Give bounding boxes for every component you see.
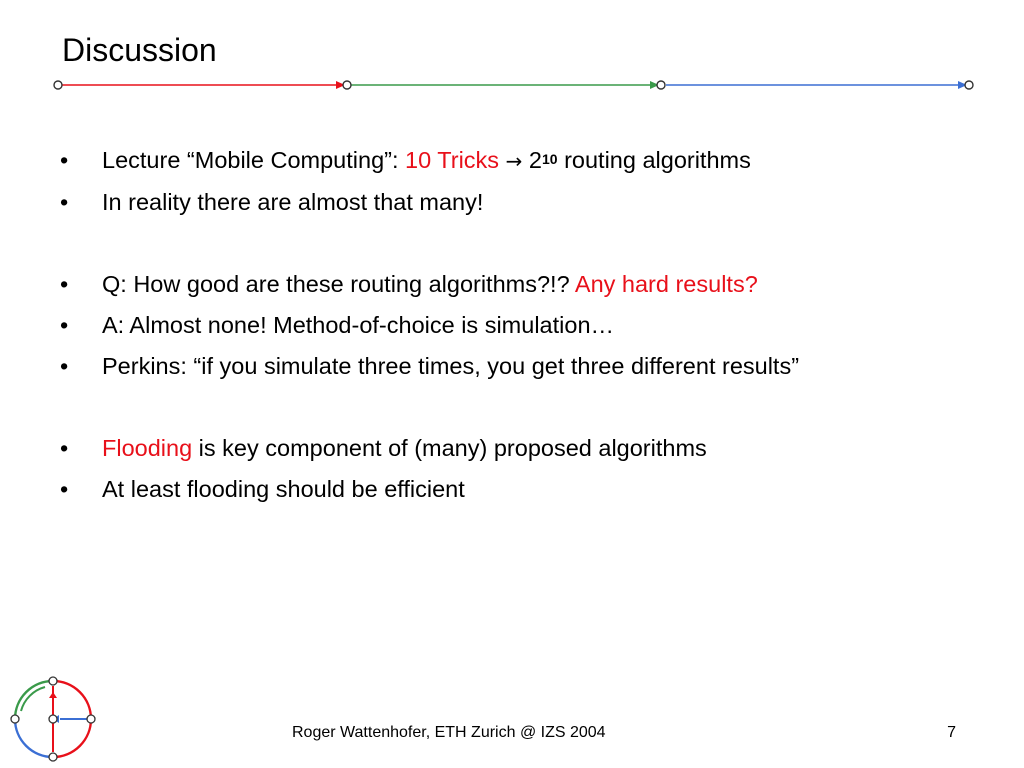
bullet-group-1 <box>60 140 1000 223</box>
bullet-text: is key component of (many) proposed algorithms <box>192 435 707 461</box>
bullet-text: In reality there are almost that many! <box>102 189 484 215</box>
bullet-flooding <box>60 428 1000 469</box>
page-title: Discussion <box>62 32 217 68</box>
bullet-perkins <box>60 346 1000 387</box>
bullet-group-2 <box>60 264 1000 387</box>
bullet-dot: • <box>60 312 69 338</box>
bullet-text: At least flooding should be efficient <box>102 476 465 502</box>
bullet-text: A: Almost none! Method-of-choice is simulation… <box>102 312 615 338</box>
network-logo-icon <box>10 676 100 766</box>
bullet-dot: • <box>60 476 69 502</box>
bullet-group-3 <box>60 428 1000 510</box>
right-arrow-icon: → <box>505 149 523 173</box>
bullet-dot: • <box>60 271 69 297</box>
bullet-dot: • <box>60 147 69 173</box>
bullet-text: Lecture “Mobile Computing”: <box>102 147 406 173</box>
title-rule <box>0 72 1024 100</box>
bullet-text: Perkins: “if you simulate three times, you get three different results” <box>102 353 800 379</box>
footer-credit: Roger Wattenhofer, ETH Zurich @ IZS 2004 <box>292 724 606 741</box>
bullet-reality <box>60 182 1000 223</box>
page-number: 7 <box>947 724 956 741</box>
bullet-text: routing algorithms <box>557 147 751 173</box>
highlight-text: Any hard results? <box>574 271 758 297</box>
power-base: 2 <box>522 147 542 173</box>
bullet-list <box>60 140 1000 551</box>
bullet-dot: • <box>60 435 69 461</box>
bullet-lecture <box>60 140 1000 182</box>
bullet-question <box>60 264 1000 305</box>
highlight-text: Flooding <box>102 435 193 461</box>
bullet-answer <box>60 305 1000 346</box>
highlight-text: 10 Tricks <box>405 147 500 173</box>
bullet-dot: • <box>60 189 69 215</box>
bullet-efficient <box>60 469 1000 510</box>
bullet-text: Q: How good are these routing algorithms?!? <box>102 271 575 297</box>
bullet-dot: • <box>60 353 69 379</box>
power-exponent: 10 <box>541 151 558 167</box>
